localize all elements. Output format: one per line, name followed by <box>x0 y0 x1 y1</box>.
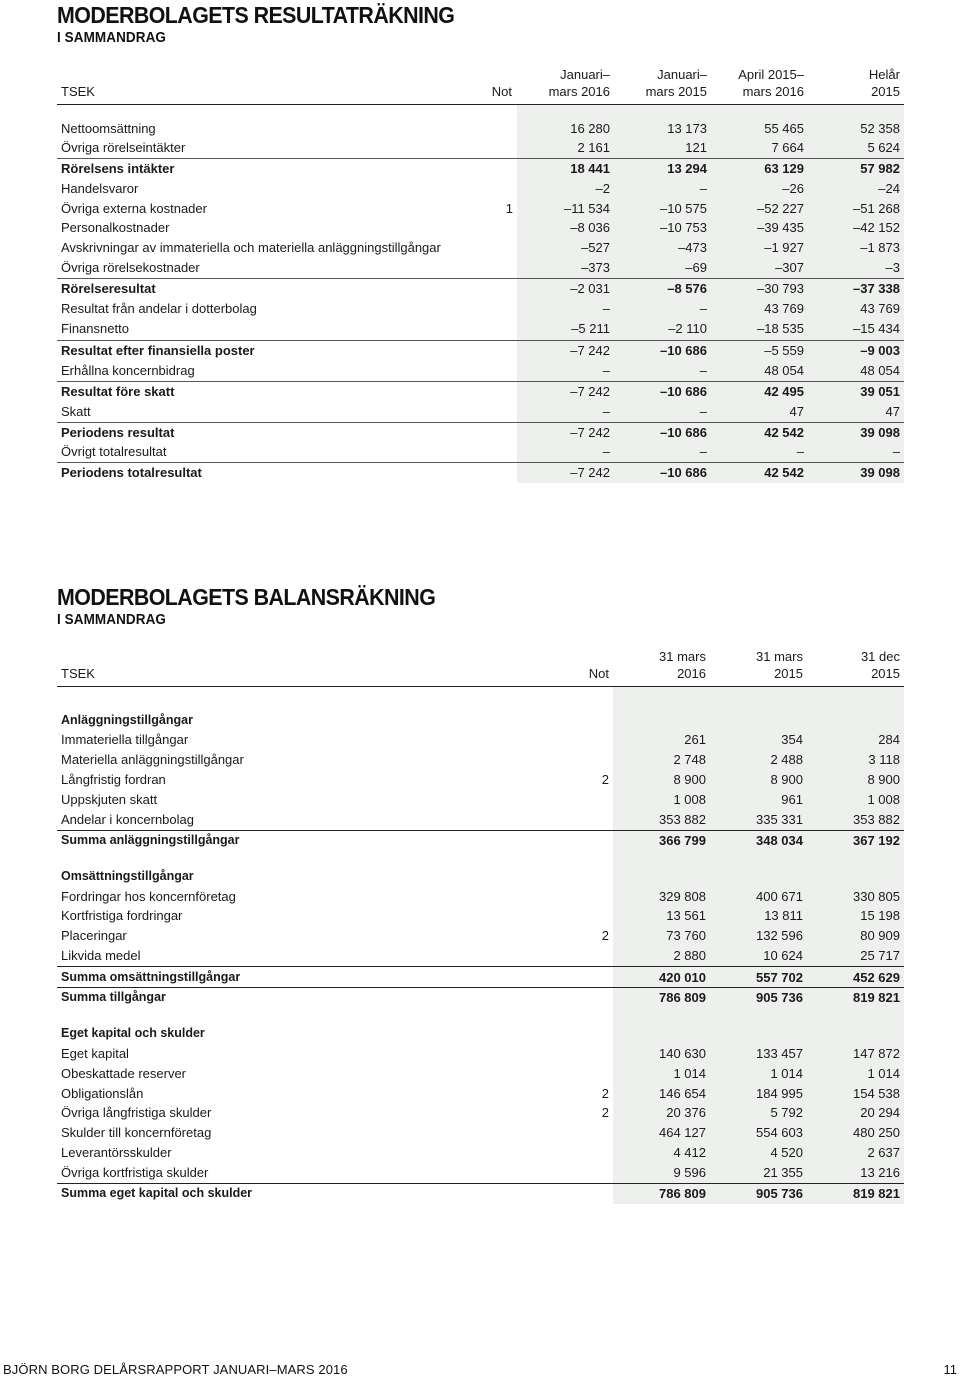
table-row <box>57 1163 904 1184</box>
balance-header-c3: 31 dec 2015 <box>807 648 904 687</box>
table-row <box>57 906 904 926</box>
row-value: 354 <box>710 730 807 750</box>
table-row <box>57 967 904 988</box>
row-value: 2 880 <box>613 946 710 967</box>
row-value: 9 596 <box>613 1163 710 1184</box>
row-value: 47 <box>711 402 808 422</box>
row-value: – <box>517 299 614 319</box>
row-value: 13 216 <box>807 1163 904 1184</box>
row-value: –18 535 <box>711 318 808 341</box>
row-value: 16 280 <box>517 119 614 139</box>
row-value: 335 331 <box>710 809 807 830</box>
table-row <box>57 138 904 158</box>
income-header-c3: April 2015– mars 2016 <box>711 66 808 105</box>
balance-header-not: Not <box>573 648 613 687</box>
row-note-value: 1 <box>505 200 513 216</box>
income-header-not: Not <box>491 84 512 99</box>
footer-report-title: BJÖRN BORG DELÅRSRAPPORT JANUARI–MARS 2016 <box>3 1362 348 1377</box>
row-note <box>573 967 613 988</box>
section-heading-row <box>57 711 904 731</box>
row-value: 1 008 <box>807 790 904 810</box>
row-note <box>573 730 613 750</box>
row-note <box>573 1008 613 1024</box>
row-label: Summa tillgångar <box>61 990 166 1005</box>
row-value <box>710 1008 807 1024</box>
table-row <box>57 218 904 238</box>
row-value: –9 003 <box>808 341 904 361</box>
row-label: Kortfristiga fordringar <box>61 908 183 924</box>
table-row <box>57 299 904 319</box>
row-value: 905 736 <box>710 988 807 1008</box>
row-value: 52 358 <box>808 119 904 139</box>
row-value: 1 014 <box>807 1064 904 1084</box>
row-value: –37 338 <box>808 278 904 298</box>
table-row <box>57 402 904 422</box>
row-value: 13 173 <box>614 119 711 139</box>
row-value: – <box>614 442 711 462</box>
table-row <box>57 1184 904 1204</box>
table-row <box>57 830 904 850</box>
row-label: Leverantörsskulder <box>61 1145 172 1161</box>
row-label: Övriga externa kostnader <box>61 200 207 216</box>
page-number: 11 <box>943 1362 957 1377</box>
row-value: 400 671 <box>710 887 807 907</box>
row-note <box>573 1184 613 1204</box>
row-value: 4 412 <box>613 1143 710 1163</box>
row-value: 7 664 <box>711 138 808 158</box>
row-note: 2 <box>601 771 609 787</box>
row-value <box>613 851 710 867</box>
row-value <box>613 867 710 887</box>
row-label: Övriga kortfristiga skulder <box>57 1163 573 1184</box>
row-value: 4 520 <box>710 1143 807 1163</box>
row-value <box>710 1024 807 1044</box>
row-value <box>807 851 904 867</box>
row-value: 366 799 <box>613 830 710 850</box>
row-value: –5 211 <box>517 318 614 341</box>
table-row <box>57 730 904 750</box>
row-value: 2 488 <box>710 750 807 770</box>
row-note <box>573 946 613 967</box>
row-value: 39 098 <box>808 463 904 483</box>
row-value: –7 242 <box>517 341 614 361</box>
row-value: 420 010 <box>613 967 710 988</box>
section-heading-row <box>57 1024 904 1044</box>
row-value: 48 054 <box>711 361 808 381</box>
row-value: –10 686 <box>614 382 711 402</box>
row-value: 18 441 <box>517 159 614 179</box>
table-row <box>57 770 904 790</box>
row-value: 8 900 <box>613 770 710 790</box>
table-row <box>57 1143 904 1163</box>
row-value: –2 031 <box>517 278 614 298</box>
balance-header-c1: 31 mars 2016 <box>613 648 710 687</box>
row-value: 13 561 <box>613 906 710 926</box>
table-row <box>57 238 904 258</box>
table-row <box>57 1103 904 1123</box>
table-row <box>57 422 904 442</box>
row-value: 905 736 <box>710 1184 807 1204</box>
row-value: –2 110 <box>614 318 711 341</box>
row-value: –15 434 <box>808 318 904 341</box>
row-value: 2 748 <box>613 750 710 770</box>
row-value: 132 596 <box>710 926 807 946</box>
row-value: –69 <box>614 258 711 278</box>
row-label: Materiella anläggningstillgångar <box>61 752 244 768</box>
table-row <box>57 1064 904 1084</box>
row-label: Nettoomsättning <box>61 120 156 136</box>
row-label: Skatt <box>57 402 517 422</box>
row-label: Summa eget kapital och skulder <box>61 1186 253 1201</box>
table-row <box>57 382 904 402</box>
row-value: 133 457 <box>710 1044 807 1064</box>
row-value <box>613 1008 710 1024</box>
row-note <box>573 750 613 770</box>
row-value: – <box>517 402 614 422</box>
row-label: Obligationslån <box>61 1085 144 1101</box>
row-value: – <box>711 442 808 462</box>
row-value: 121 <box>614 138 711 158</box>
row-value: 786 809 <box>613 1184 710 1204</box>
table-row <box>57 119 904 139</box>
section-heading: Eget kapital och skulder <box>61 1026 205 1041</box>
row-value: 1 014 <box>613 1064 710 1084</box>
row-note <box>573 1064 613 1084</box>
row-value: 73 760 <box>613 926 710 946</box>
row-value <box>710 867 807 887</box>
income-header-c1: Januari– mars 2016 <box>517 66 614 105</box>
row-value: – <box>808 442 904 462</box>
row-value: –473 <box>614 238 711 258</box>
row-value: 557 702 <box>710 967 807 988</box>
row-value: 154 538 <box>807 1084 904 1104</box>
row-value: 3 118 <box>807 750 904 770</box>
row-value: –1 873 <box>808 238 904 258</box>
income-header-c2: Januari– mars 2015 <box>614 66 711 105</box>
row-note: 2 <box>601 1085 609 1101</box>
table-row <box>57 318 904 341</box>
row-note <box>573 887 613 907</box>
row-value: – <box>614 361 711 381</box>
row-value: –8 576 <box>614 278 711 298</box>
table-row <box>57 258 904 278</box>
table-row <box>57 159 904 179</box>
row-value: 1 014 <box>710 1064 807 1084</box>
row-label: Övriga rörelsekostnader <box>57 258 517 278</box>
row-value: –7 242 <box>517 422 614 442</box>
row-label: Obeskattade reserver <box>61 1065 187 1081</box>
row-value <box>807 1008 904 1024</box>
row-note <box>573 1044 613 1064</box>
table-row <box>57 1084 904 1104</box>
row-value: – <box>517 361 614 381</box>
row-label: Erhållna koncernbidrag <box>57 361 517 381</box>
row-value: 5 792 <box>710 1103 807 1123</box>
row-label: Uppskjuten skatt <box>61 791 158 807</box>
row-value: –10 686 <box>614 422 711 442</box>
row-value: 284 <box>807 730 904 750</box>
row-label: Rörelsens intäkter <box>61 161 175 177</box>
row-value: 348 034 <box>710 830 807 850</box>
row-label: Personalkostnader <box>61 220 170 236</box>
row-value <box>613 711 710 731</box>
row-value: –52 227 <box>711 199 808 219</box>
row-label: Periodens resultat <box>61 424 175 440</box>
row-value: 261 <box>613 730 710 750</box>
row-note <box>573 988 613 1008</box>
row-value: –10 575 <box>614 199 711 219</box>
row-label: Resultat från andelar i dotterbolag <box>61 300 257 316</box>
table-row <box>57 809 904 830</box>
section-heading: Omsättningstillgångar <box>61 868 194 883</box>
row-label: Övriga långfristiga skulder <box>61 1105 212 1121</box>
row-value: –373 <box>517 258 614 278</box>
row-value: –11 534 <box>517 199 614 219</box>
row-label: Periodens totalresultat <box>61 465 202 481</box>
row-value <box>807 711 904 731</box>
row-value: 480 250 <box>807 1123 904 1143</box>
row-value: 2 637 <box>807 1143 904 1163</box>
table-row <box>57 851 904 867</box>
row-value: 20 294 <box>807 1103 904 1123</box>
row-value: –10 753 <box>614 218 711 238</box>
row-label: Andelar i koncernbolag <box>57 809 573 830</box>
table-row <box>57 946 904 967</box>
row-value: 819 821 <box>807 1184 904 1204</box>
row-value: 2 161 <box>517 138 614 158</box>
row-value: 140 630 <box>613 1044 710 1064</box>
balance-sheet-table <box>57 648 904 1204</box>
row-label <box>57 1008 573 1024</box>
row-note <box>573 809 613 830</box>
row-note <box>573 1163 613 1184</box>
balance-title: MODERBOLAGETS BALANSRÄKNING <box>57 584 436 610</box>
row-value: – <box>614 402 711 422</box>
row-value: 25 717 <box>807 946 904 967</box>
row-value: 15 198 <box>807 906 904 926</box>
row-value: 39 051 <box>808 382 904 402</box>
row-value: 353 882 <box>807 809 904 830</box>
row-value: 353 882 <box>613 809 710 830</box>
row-label: Långfristig fordran <box>61 771 166 787</box>
row-value: – <box>517 442 614 462</box>
table-row <box>57 179 904 199</box>
row-value: 5 624 <box>808 138 904 158</box>
row-value: 367 192 <box>807 830 904 850</box>
row-value: –42 152 <box>808 218 904 238</box>
row-value: 8 900 <box>710 770 807 790</box>
balance-header-tsek: TSEK <box>57 648 573 687</box>
row-value: 42 542 <box>711 422 808 442</box>
table-row <box>57 988 904 1008</box>
row-note <box>573 851 613 867</box>
row-note <box>573 867 613 887</box>
row-value: –26 <box>711 179 808 199</box>
row-note <box>573 1123 613 1143</box>
row-value: –5 559 <box>711 341 808 361</box>
row-label: Fordringar hos koncernföretag <box>61 888 236 904</box>
row-value: 184 995 <box>710 1084 807 1104</box>
row-value: 961 <box>710 790 807 810</box>
row-value: 452 629 <box>807 967 904 988</box>
row-value: 63 129 <box>711 159 808 179</box>
table-row <box>57 1044 904 1064</box>
row-value: –10 686 <box>614 341 711 361</box>
table-row <box>57 199 904 219</box>
row-note <box>573 790 613 810</box>
row-label: Eget kapital <box>61 1046 129 1062</box>
row-value: –10 686 <box>614 463 711 483</box>
table-row <box>57 278 904 298</box>
row-value: – <box>614 179 711 199</box>
row-value: 330 805 <box>807 887 904 907</box>
row-value: 147 872 <box>807 1044 904 1064</box>
row-value: –527 <box>517 238 614 258</box>
row-value: 329 808 <box>613 887 710 907</box>
row-value: 21 355 <box>710 1163 807 1184</box>
table-row <box>57 887 904 907</box>
table-row <box>57 750 904 770</box>
row-value: 819 821 <box>807 988 904 1008</box>
income-statement-table <box>57 66 904 483</box>
row-label: Placeringar <box>61 928 127 944</box>
row-note: 2 <box>601 1105 609 1121</box>
row-value: 554 603 <box>710 1123 807 1143</box>
table-row <box>57 341 904 361</box>
row-label: Resultat före skatt <box>61 384 175 400</box>
row-value: 464 127 <box>613 1123 710 1143</box>
row-value: 39 098 <box>808 422 904 442</box>
table-row <box>57 361 904 381</box>
row-value: –2 <box>517 179 614 199</box>
row-label: Likvida medel <box>57 946 573 967</box>
row-value: 786 809 <box>613 988 710 1008</box>
income-header-c4: Helår 2015 <box>808 66 904 105</box>
row-value <box>807 1024 904 1044</box>
row-value: –51 268 <box>808 199 904 219</box>
row-value: 42 542 <box>711 463 808 483</box>
row-note: 2 <box>601 928 609 944</box>
row-label: Övrigt totalresultat <box>57 442 517 462</box>
row-value <box>807 867 904 887</box>
row-label: Handelsvaror <box>61 180 139 196</box>
row-value: 13 811 <box>710 906 807 926</box>
row-value: 10 624 <box>710 946 807 967</box>
row-label: Rörelseresultat <box>61 280 156 296</box>
row-label: Summa anläggningstillgångar <box>61 832 240 847</box>
table-row <box>57 463 904 483</box>
row-value: 1 008 <box>613 790 710 810</box>
row-label: Avskrivningar av immateriella och materiella anläggningstillgångar <box>61 240 441 256</box>
table-row <box>57 790 904 810</box>
balance-subtitle: I SAMMANDRAG <box>57 612 166 628</box>
row-value: 146 654 <box>613 1084 710 1104</box>
row-note <box>573 906 613 926</box>
income-subtitle: I SAMMANDRAG <box>57 30 166 46</box>
row-value <box>710 711 807 731</box>
row-value: 43 769 <box>711 299 808 319</box>
row-value: – <box>614 299 711 319</box>
row-value: 42 495 <box>711 382 808 402</box>
table-row <box>57 1008 904 1024</box>
row-value: 47 <box>808 402 904 422</box>
row-value: 48 054 <box>808 361 904 381</box>
row-label <box>57 851 573 867</box>
row-value: –7 242 <box>517 382 614 402</box>
row-value: –30 793 <box>711 278 808 298</box>
row-label: Resultat efter finansiella poster <box>61 343 255 359</box>
row-note <box>573 1024 613 1044</box>
section-heading: Anläggningstillgångar <box>61 712 193 727</box>
row-value: –8 036 <box>517 218 614 238</box>
row-label: Skulder till koncernföretag <box>61 1125 212 1141</box>
table-row <box>57 926 904 946</box>
table-row <box>57 1123 904 1143</box>
balance-header-c2: 31 mars 2015 <box>710 648 807 687</box>
row-value: 8 900 <box>807 770 904 790</box>
income-header-tsek: TSEK <box>57 66 517 105</box>
row-value: 20 376 <box>613 1103 710 1123</box>
row-label: Immateriella tillgångar <box>61 732 189 748</box>
row-label: Finansnetto <box>57 318 517 341</box>
row-value: –1 927 <box>711 238 808 258</box>
section-heading-row <box>57 867 904 887</box>
row-value: –3 <box>808 258 904 278</box>
balance-header-row <box>57 648 904 687</box>
row-value: 80 909 <box>807 926 904 946</box>
row-label: Summa omsättningstillgångar <box>57 967 573 988</box>
row-label: Övriga rörelseintäkter <box>57 138 517 158</box>
row-value: 55 465 <box>711 119 808 139</box>
row-value: –307 <box>711 258 808 278</box>
row-value: –39 435 <box>711 218 808 238</box>
row-value: –7 242 <box>517 463 614 483</box>
row-value: 57 982 <box>808 159 904 179</box>
table-row <box>57 442 904 462</box>
row-note <box>573 1143 613 1163</box>
row-value <box>613 1024 710 1044</box>
row-value: 13 294 <box>614 159 711 179</box>
row-value: 43 769 <box>808 299 904 319</box>
row-note <box>573 711 613 731</box>
row-value: –24 <box>808 179 904 199</box>
row-value <box>710 851 807 867</box>
row-note <box>573 830 613 850</box>
income-title: MODERBOLAGETS RESULTATRÄKNING <box>57 2 455 28</box>
